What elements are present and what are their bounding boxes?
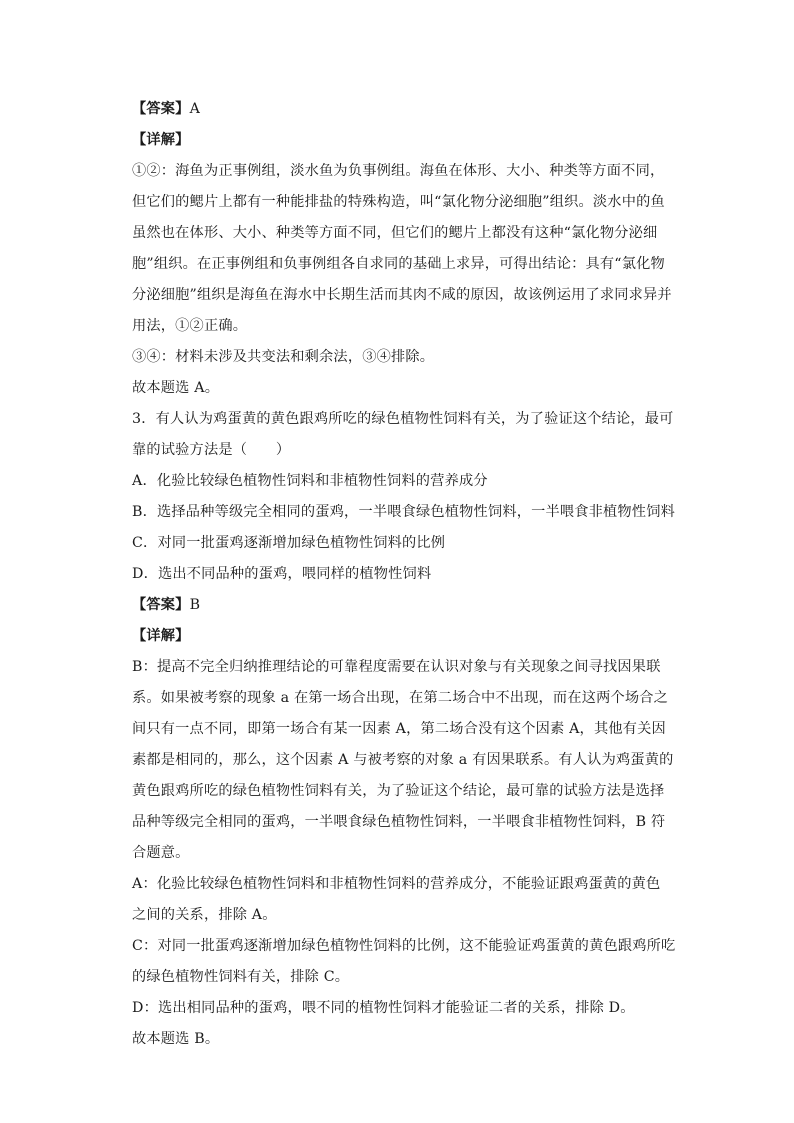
detail-tag-1: 【详解】 (132, 132, 190, 148)
answer-tag-2: 【答案】B (132, 597, 201, 613)
answer-tag-1: 【答案】A (132, 101, 201, 117)
option-d: D．选出不同品种的蛋鸡，喂同样的植物性饲料 (132, 566, 432, 582)
option-b: B．选择品种等级完全相同的蛋鸡，一半喂食绿色植物性饲料，一半喂食非植物性饲料 (132, 504, 675, 520)
explanation-option-c: C：对同一批蛋鸡逐渐增加绿色植物性饲料的比例，这不能验证鸡蛋黄的黄色跟鸡所吃 的绿色植物性饲料有关，排除 C。 (132, 938, 676, 985)
option-c: C．对同一批蛋鸡逐渐增加绿色植物性饲料的比例 (132, 535, 446, 551)
explanation-paragraph-3: B：提高不完全归纳推理结论的可靠程度需要在认识对象与有关现象之间寻找因果联 系。如果被考察的现象 a 在第一场合出现，在第二场合中不出现，而在这两个场合之 间只有一点不同，即第一场合有某一因素 A，第二场合没有这个因素 A，其他有关因 素都是相同的，那么，这个因素 A 与被考察的对象 a 有因果联系。有人认为鸡蛋黄的 黄色跟鸡所吃的绿色植物性饲料有关，为了验证这个结论，最可靠的试验方法是选择 品种等级完全相同的蛋鸡，一半喂食绿色植物性饲料，一半喂食非植物性饲料，B 符 合题意。 (132, 659, 674, 861)
option-a: A．化验比较绿色植物性饲料和非植物性饲料的营养成分 (132, 473, 488, 489)
explanation-option-d: D：选出相同品种的蛋鸡，喂不同的植物性饲料才能验证二者的关系，排除 D。 (132, 1000, 635, 1016)
conclusion-1: 故本题选 A。 (132, 380, 220, 396)
explanation-option-a: A：化验比较绿色植物性饲料和非植物性饲料的营养成分，不能验证跟鸡蛋黄的黄色 之间的关系，排除 A。 (132, 876, 661, 923)
document-page (132, 94, 676, 1055)
explanation-paragraph-1: ①②：海鱼为正事例组，淡水鱼为负事例组。海鱼在体形、大小、种类等方面不同， 但它们的鳃片上都有一种能排盐的特殊构造，叫“氯化物分泌细胞”组织。淡水中的鱼 虽然也在体形、大小、种类等方面不同，但它们的鳃片上都没有这种“氯化物分泌细 胞”组织。在正事例组和负事例组各自求同的基础上求异，可得出结论：具有“氯化物 分泌细胞”组织是海鱼在海水中长期生活而其肉不咸的原因，故该例运用了求同求异并 用法，①②正确。 (132, 163, 672, 334)
conclusion-2: 故本题选 B。 (132, 1031, 220, 1047)
question-3: 3．有人认为鸡蛋黄的黄色跟鸡所吃的绿色植物性饲料有关，为了验证这个结论，最可 靠的试验方法是（ ） (132, 411, 674, 458)
detail-tag-2: 【详解】 (132, 628, 190, 644)
explanation-paragraph-2: ③④：材料未涉及共变法和剩余法，③④排除。 (132, 349, 435, 365)
